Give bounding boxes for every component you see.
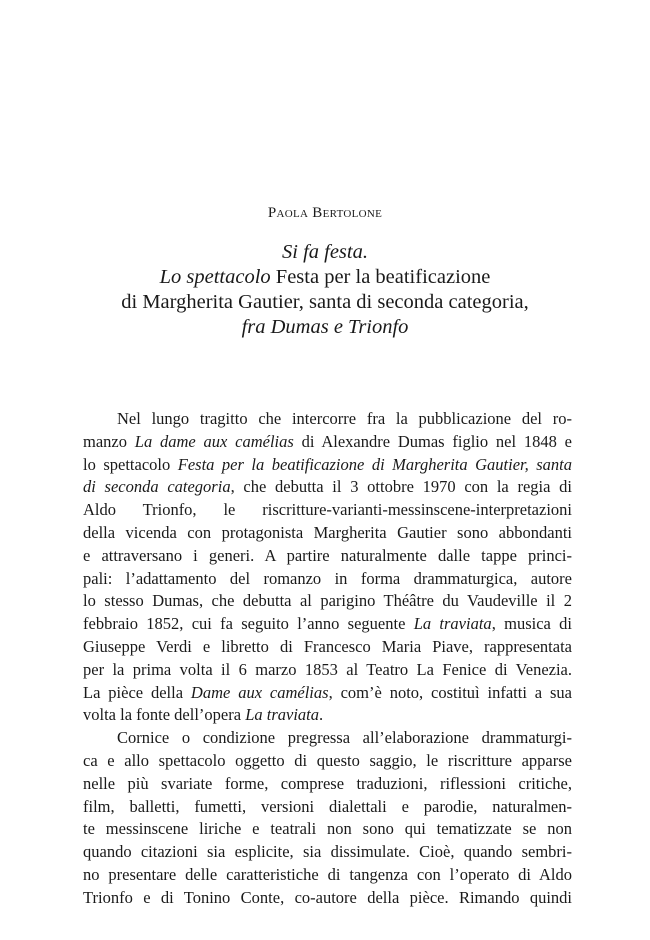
italic-text: La traviata bbox=[413, 614, 492, 634]
text-run: di Margherita Gautier, santa di seconda categoria, bbox=[121, 291, 529, 313]
paragraph bbox=[83, 408, 572, 727]
text-line bbox=[83, 659, 572, 682]
text-run: di Alexandre Dumas figlio nel 1848 e bbox=[293, 431, 572, 451]
text-line bbox=[83, 454, 572, 477]
title-line bbox=[0, 240, 650, 265]
italic-text: La traviata bbox=[245, 705, 319, 725]
text-line bbox=[83, 408, 572, 431]
body-text bbox=[83, 408, 572, 910]
text-run: per la prima volta il 6 marzo 1853 al Teatro La Fenice di Venezia. bbox=[83, 659, 572, 679]
text-line bbox=[83, 841, 572, 864]
text-run: Nel lungo tragitto che intercorre fra la pubblicazione del ro- bbox=[117, 409, 572, 428]
italic-text: di seconda categoria bbox=[83, 477, 231, 497]
text-line bbox=[83, 818, 572, 841]
text-run: pali: l’adattamento del romanzo in forma drammaturgica, autore bbox=[83, 568, 572, 588]
text-run: Aldo Trionfo, le riscritture-varianti-messinscene-interpretazioni bbox=[83, 500, 572, 520]
italic-text: fra Dumas e Trionfo bbox=[241, 316, 409, 338]
title-line bbox=[0, 315, 650, 340]
title-line bbox=[0, 265, 650, 290]
text-run: no presentare delle caratteristiche di tangenza con l’operato di Aldo bbox=[83, 864, 572, 884]
text-line bbox=[83, 590, 572, 613]
text-run: te messinscene liriche e teatrali non sono qui tematizzate se non bbox=[83, 819, 572, 839]
text-run: nelle più svariate forme, comprese traduzioni, riflessioni critiche, bbox=[83, 773, 572, 793]
text-run: quando citazioni sia esplicite, sia dissimulate. Cioè, quando sembri- bbox=[83, 842, 572, 862]
text-run: della vicenda con protagonista Margherita Gautier sono abbondanti bbox=[83, 522, 572, 542]
text-line bbox=[83, 522, 572, 545]
title-line bbox=[0, 290, 650, 315]
text-run: Festa per la beatificazione bbox=[270, 266, 491, 288]
text-run: lo spettacolo bbox=[83, 454, 178, 474]
text-line bbox=[83, 864, 572, 887]
text-line bbox=[83, 727, 572, 750]
text-line bbox=[83, 636, 572, 659]
text-line bbox=[83, 682, 572, 705]
italic-text: Festa per la beatificazione di Margherita Gautier, santa bbox=[177, 454, 573, 474]
article-title bbox=[0, 240, 650, 340]
text-line bbox=[83, 545, 572, 568]
text-run: Cornice o condizione pregressa all’elaborazione drammaturgi- bbox=[117, 728, 572, 748]
text-line bbox=[83, 796, 572, 819]
italic-text: Si fa festa. bbox=[282, 241, 368, 263]
author-name: Paola Bertolone bbox=[267, 205, 383, 221]
paragraph bbox=[83, 727, 572, 909]
text-run: Giuseppe Verdi e libretto di Francesco Maria Piave, rappresentata bbox=[83, 636, 572, 656]
text-run: , che debutta il 3 ottobre 1970 con la regia di bbox=[230, 477, 572, 497]
text-run: ca e allo spettacolo oggetto di questo saggio, le riscritture apparse bbox=[83, 750, 572, 770]
text-line bbox=[83, 568, 572, 591]
text-run: volta la fonte dell’opera bbox=[83, 705, 246, 725]
text-run: Trionfo e di Tonino Conte, co-autore della pièce. Rimando quindi bbox=[83, 887, 572, 907]
text-line bbox=[83, 750, 572, 773]
text-run: e attraversano i generi. A partire naturalmente dalle tappe princi- bbox=[83, 545, 572, 565]
italic-text: Lo spettacolo bbox=[159, 266, 271, 288]
text-run: , com’è noto, costituì infatti a sua bbox=[328, 682, 572, 702]
text-run: La pièce della bbox=[83, 682, 191, 702]
italic-text: Dame aux camélias bbox=[190, 682, 329, 702]
text-run: . bbox=[319, 705, 324, 725]
text-line bbox=[83, 431, 572, 454]
text-line bbox=[83, 773, 572, 796]
text-line bbox=[83, 499, 572, 522]
text-run: lo stesso Dumas, che debutta al parigino Théâtre du Vaudeville il 2 bbox=[83, 591, 572, 611]
italic-text: La dame aux camélias bbox=[134, 431, 294, 451]
text-run: , musica di bbox=[491, 614, 572, 634]
text-line bbox=[83, 704, 572, 727]
text-line bbox=[83, 476, 572, 499]
text-run: febbraio 1852, cui fa seguito l’anno seguente bbox=[83, 614, 414, 634]
text-line bbox=[83, 613, 572, 636]
text-run: film, balletti, fumetti, versioni dialettali e parodie, naturalmen- bbox=[83, 796, 572, 816]
text-line bbox=[83, 887, 572, 910]
text-run: manzo bbox=[83, 431, 135, 451]
